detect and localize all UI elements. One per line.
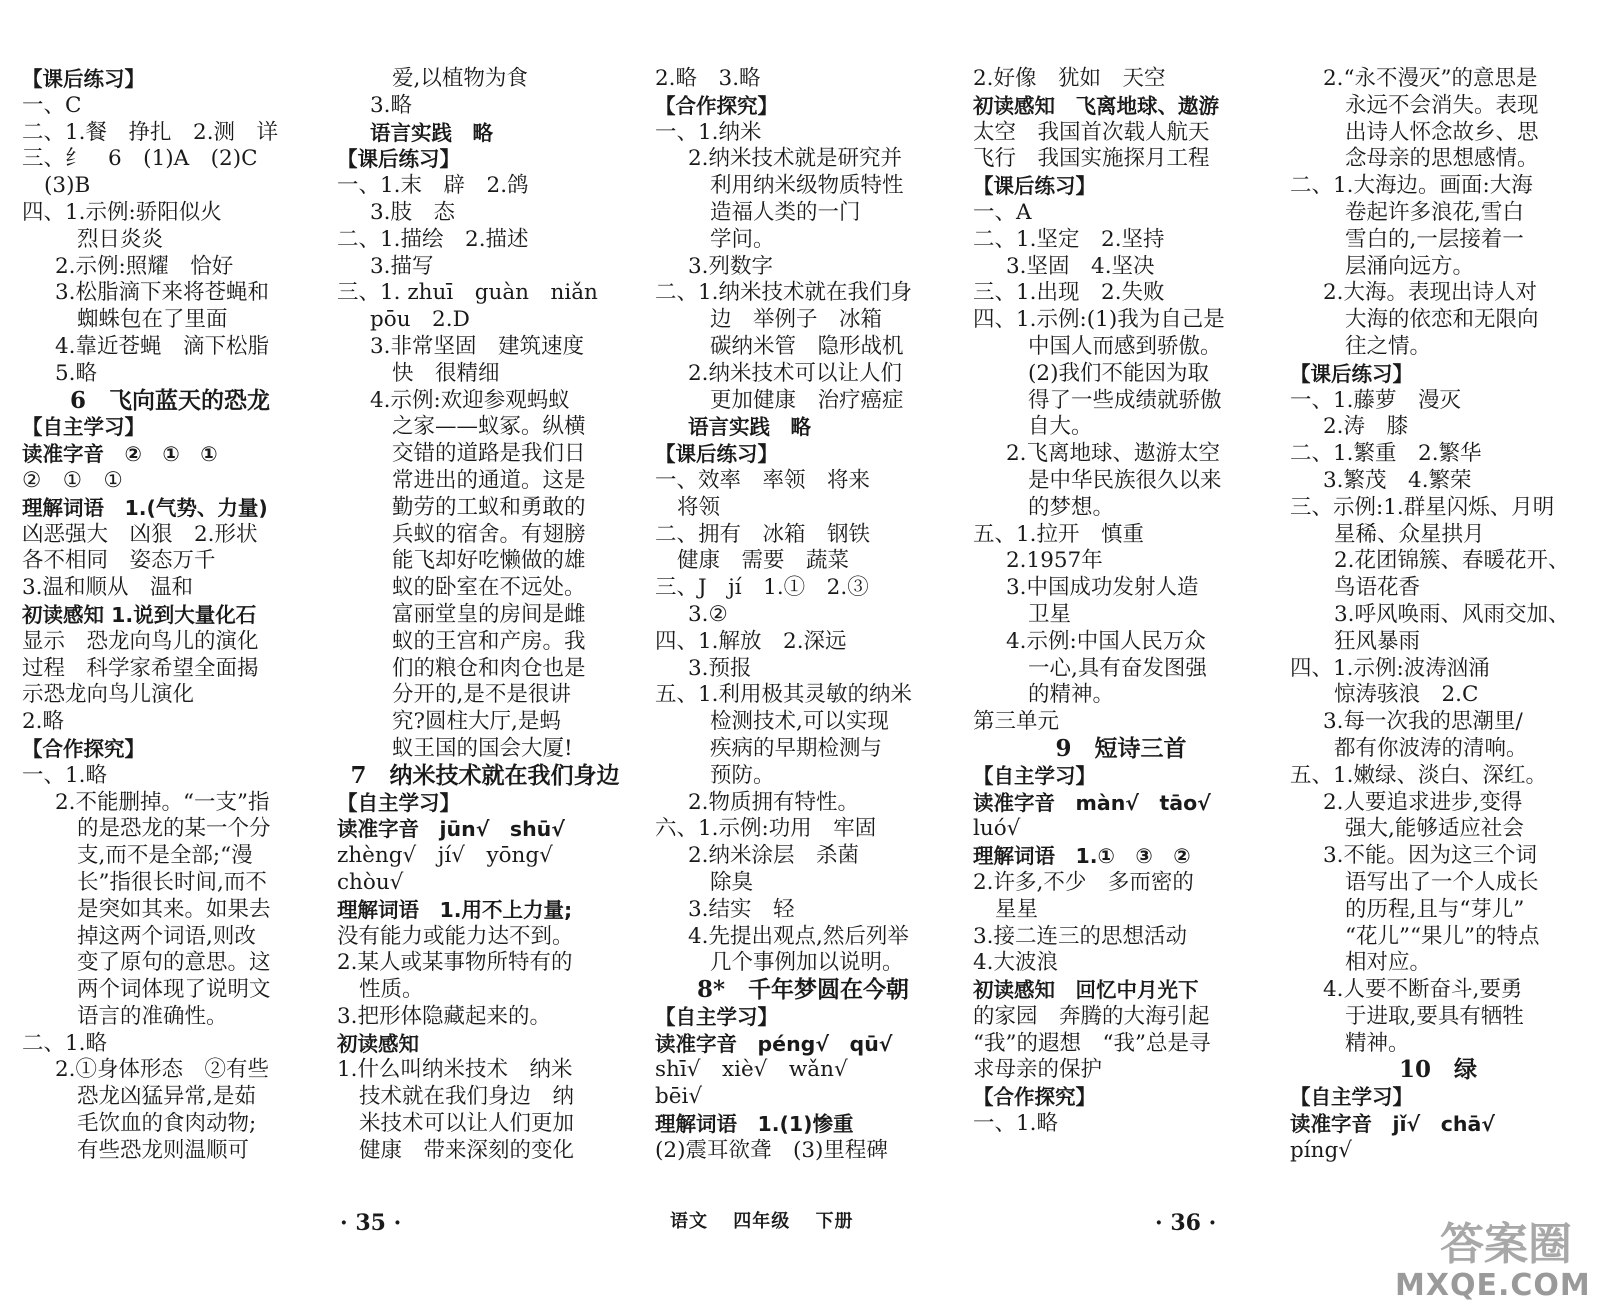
answer-line: 勤劳的工蚁和勇敢的 (392, 494, 586, 520)
answer-line: 初读感知 回忆中月光下 (973, 978, 1199, 1003)
answer-line: 读准字音 jūn√ shū√ (337, 817, 565, 842)
section-label: 【自主学习】 (655, 1004, 778, 1029)
answer-line: 1.什么叫纳米技术 纳米 (337, 1057, 573, 1083)
answer-line: 3.列数字 (688, 253, 774, 279)
answer-line: 星稀、众星拱月 (1334, 521, 1485, 547)
answer-line: 五、1.拉开 慎重 (973, 521, 1145, 547)
answer-line: 变了原句的意思。这 (77, 950, 271, 976)
answer-line: 二、1.略 (22, 1030, 108, 1056)
section-heading: 7 纳米技术就在我们身边 (350, 761, 620, 789)
answer-line: 初读感知 飞离地球、遨游 (973, 93, 1219, 118)
section-label: 【自主学习】 (973, 763, 1096, 788)
answer-line: 毛饮血的食肉动物; (77, 1111, 257, 1137)
answer-line: 卷起许多浪花,雪白 (1345, 199, 1524, 225)
answer-line: 一、A (973, 199, 1032, 225)
answer-line: 蜘蛛包在了里面 (77, 307, 228, 333)
answer-column-4 (973, 66, 1269, 1206)
answer-line: 蚁的卧室在不远处。 (392, 575, 586, 601)
answer-line: 初读感知 (337, 1031, 419, 1056)
answer-line: 太空 我国首次载人航天 (973, 119, 1210, 145)
section-label: 【课后练习】 (1290, 361, 1413, 386)
answer-line: 4.示例:中国人民万众 (1006, 628, 1206, 654)
answer-line: 一、C (22, 92, 82, 118)
answer-line: 技术就在我们身边 纳 (359, 1084, 575, 1110)
answer-line: 永远不会消失。表现 (1345, 92, 1539, 118)
answer-line: 掉这两个词语,则改 (77, 923, 256, 949)
answer-line: 语写出了一个人成长 (1345, 869, 1539, 895)
answer-line: 于进取,要具有牺牲 (1345, 1003, 1524, 1029)
answer-column-1 (22, 66, 318, 1206)
answer-line: 三、示例:1.群星闪烁、月明 (1290, 494, 1555, 520)
section-label: 【合作探究】 (22, 736, 145, 761)
answer-line: 二、1.大海边。画面:大海 (1290, 173, 1533, 199)
answer-line: 碳纳米管 隐形战机 (710, 333, 904, 359)
answer-line: 3.接二连三的思想活动 (973, 923, 1188, 949)
answer-line: 几个事例加以说明。 (710, 950, 904, 976)
answer-line: 学问。 (710, 226, 775, 252)
answer-line: 健康 需要 蔬菜 (677, 548, 850, 574)
section-label: 【课后练习】 (337, 147, 460, 172)
answer-line: 3.不能。因为这三个词 (1323, 843, 1538, 869)
section-label: 【自主学习】 (22, 415, 145, 440)
answer-line: 二、拥有 冰箱 钢铁 (655, 521, 871, 547)
answer-line: (2)震耳欲聋 (3)里程碑 (655, 1137, 888, 1163)
answer-line: 一、1.略 (22, 762, 108, 788)
answer-line: 造福人类的一门 (710, 199, 861, 225)
answer-line: 之家——蚁冢。纵横 (392, 414, 586, 440)
answer-line: 3.把形体隐藏起来的。 (337, 1003, 552, 1029)
answer-line: 二、1.繁重 2.繁华 (1290, 441, 1482, 467)
answer-line: 三、1.出现 2.失败 (973, 280, 1165, 306)
answer-line: 预防。 (710, 762, 775, 788)
answer-line: 富丽堂皇的房间是雌 (392, 601, 586, 627)
answer-line: 3.结实 轻 (688, 896, 795, 922)
answer-line: 3.略 (370, 92, 413, 118)
answer-line: 2.大海。表现出诗人对 (1323, 280, 1538, 306)
answer-line: 四、1.示例:骄阳似火 (22, 199, 222, 225)
answer-line: 的历程,且与“芽儿” (1345, 896, 1525, 922)
answer-line: “我”的遐想 “我”总是寻 (973, 1030, 1211, 1056)
answer-line: chòu√ (337, 869, 404, 895)
answer-line: 过程 科学家希望全面揭 (22, 655, 259, 681)
answer-line: 常进出的通道。这是 (392, 467, 586, 493)
answer-line: 理解词语 1.(气势、力量) (22, 495, 268, 520)
answer-line: 二、1.描绘 2.描述 (337, 226, 529, 252)
answer-line: 二、1.坚定 2.坚持 (973, 226, 1165, 252)
answer-line: 往之情。 (1345, 333, 1432, 359)
answer-line: 交错的道路是我们日 (392, 441, 586, 467)
answer-line: 飞行 我国实施探月工程 (973, 146, 1210, 172)
answer-line: 狂风暴雨 (1334, 628, 1421, 654)
answer-line: 三、1. zhuī guàn niǎn (337, 280, 598, 306)
answer-line: 利用纳米级物质特性 (710, 173, 904, 199)
answer-line: 三、纟 6 (1)A (2)C (22, 146, 258, 172)
answer-line: 米技术可以让人们更加 (359, 1111, 575, 1137)
answer-line: 疾病的早期检测与 (710, 735, 883, 761)
page-number-left: · 35 · (340, 1210, 402, 1236)
answer-line: 念母亲的思想感情。 (1345, 146, 1539, 172)
answer-line: 兵蚁的宿舍。有翅膀 (392, 521, 586, 547)
answer-line: zhèng√ jí√ yōng√ (337, 843, 553, 869)
answer-line: 2.人要追求进步,变得 (1323, 789, 1523, 815)
answer-line: 强大,能够适应社会 (1345, 816, 1524, 842)
answer-line: 2.示例:照耀 恰好 (55, 253, 234, 279)
answer-line: 都有你波涛的清响。 (1334, 735, 1528, 761)
answer-line: 2.纳米技术就是研究并 (688, 146, 903, 172)
section-label: 【课后练习】 (973, 174, 1096, 199)
answer-line: 3.温和顺从 温和 (22, 575, 194, 601)
section-label: 【自主学习】 (1290, 1085, 1413, 1110)
answer-line: bēi√ (655, 1084, 703, 1110)
answer-line: 四、1.解放 2.深远 (655, 628, 847, 654)
watermark-url: MXQE.COM (1395, 1268, 1591, 1303)
answer-column-3 (655, 66, 951, 1206)
answer-line: 检测技术,可以实现 (710, 709, 889, 735)
section-heading: 6 飞向蓝天的恐龙 (69, 386, 270, 414)
answer-line: 除臭 (710, 869, 754, 895)
section-label: 【合作探究】 (655, 93, 778, 118)
answer-line: 2.“永不漫灭”的意思是 (1323, 66, 1538, 91)
answer-line: 分开的,是不是很讲 (392, 682, 571, 708)
answer-line: 性质。 (359, 977, 424, 1003)
answer-line: 一、1.末 辟 2.鸽 (337, 173, 529, 199)
watermark-title: 答案圈 (1440, 1219, 1572, 1270)
section-heading: 10 绿 (1398, 1056, 1477, 1084)
answer-line: 2.略 (22, 709, 65, 735)
answer-line: 2.纳米技术可以让人们 (688, 360, 903, 386)
answer-line: luó√ (973, 816, 1021, 842)
section-heading: 9 短诗三首 (1055, 734, 1187, 762)
answer-line: 读准字音 jǐ√ chā√ (1290, 1112, 1495, 1137)
answer-line: 的梦想。 (1028, 494, 1115, 520)
answer-column-2 (337, 66, 633, 1206)
answer-line: 4.先提出观点,然后列举 (688, 923, 909, 949)
answer-line: 一、1.略 (973, 1111, 1059, 1137)
answer-line: 爱,以植物为食 (392, 66, 528, 91)
answer-line: 2.略 3.略 (655, 66, 761, 91)
answer-line: 3.每一次我的思潮里/ (1323, 709, 1523, 735)
answer-line: 读准字音 ② ① ① (22, 442, 218, 467)
answer-line: 一、1.纳米 (655, 119, 762, 145)
answer-line: 更加健康 治疗癌症 (710, 387, 904, 413)
book-footer (670, 1207, 872, 1233)
answer-line: 自大。 (1028, 414, 1093, 440)
page-number-right: · 36 · (1155, 1210, 1217, 1236)
answer-line: “花儿”“果儿”的特点 (1345, 923, 1540, 949)
answer-line: 2.花团锦簇、春暖花开、 (1334, 548, 1570, 574)
section-label: 【合作探究】 (973, 1085, 1096, 1110)
answer-line: 一、1.藤萝 漫灭 (1290, 387, 1462, 413)
answer-line: 出诗人怀念故乡、思 (1345, 119, 1539, 145)
answer-line: 精神。 (1345, 1030, 1410, 1056)
answer-line: 四、1.示例:(1)我为自己是 (973, 307, 1225, 333)
answer-line: 的是恐龙的某一个分 (77, 816, 271, 842)
answer-line: 三、J jí 1.① 2.③ (655, 575, 869, 601)
answer-line: 蚁王国的国会大厦! (392, 735, 573, 761)
answer-line: pōu 2.D (370, 307, 470, 333)
answer-line: 得了一些成绩就骄傲 (1028, 387, 1222, 413)
answer-line: 五、1.嫩绿、淡白、深红。 (1290, 762, 1548, 788)
answer-line: 语言的准确性。 (77, 1003, 228, 1029)
answer-line: 3.② (688, 601, 728, 627)
answer-line: 鸟语花香 (1334, 575, 1421, 601)
answer-line: shī√ xiè√ wǎn√ (655, 1057, 848, 1083)
answer-line: 是中华民族很久以来 (1028, 467, 1222, 493)
footer-subject: 语文 (670, 1211, 708, 1232)
answer-line: 蚁的王宫和产房。我 (392, 628, 586, 654)
answer-line: 层涌向远方。 (1345, 253, 1475, 279)
answer-line: 第三单元 (973, 709, 1060, 735)
answer-line: 一心,具有奋发图强 (1028, 655, 1207, 681)
answer-line: 2.物质拥有特性。 (688, 789, 860, 815)
answer-line: 显示 恐龙向鸟儿的演化 (22, 628, 259, 654)
answer-line: 3.坚固 4.坚决 (1006, 253, 1155, 279)
answer-line: 理解词语 1.① ③ ② (973, 844, 1191, 869)
answer-line: 的精神。 (1028, 682, 1115, 708)
answer-line: 凶恶强大 凶狠 2.形状 (22, 521, 258, 547)
footer-volume: 下册 (815, 1211, 854, 1232)
answer-line: 有些恐龙则温顺可 (77, 1137, 250, 1163)
answer-line: 语言实践 略 (370, 120, 493, 145)
answer-line: 五、1.利用极其灵敏的纳米 (655, 682, 913, 708)
answer-line: 将领 (677, 494, 721, 520)
answer-line: 边 举例子 冰箱 (710, 307, 883, 333)
section-label: 【课后练习】 (22, 67, 145, 91)
answer-line: 快 很精细 (392, 360, 500, 386)
answer-line: 长”指很长时间,而不 (77, 869, 267, 895)
answer-line: 3.繁茂 4.繁荣 (1323, 467, 1472, 493)
answer-line: 读准字音 màn√ tāo√ (973, 790, 1211, 815)
section-label: 【课后练习】 (655, 442, 778, 467)
answer-line: 求母亲的保护 (973, 1057, 1103, 1083)
answer-line: 3.肢 态 (370, 199, 456, 225)
answer-line: 六、1.示例:功用 牢固 (655, 816, 877, 842)
answer-line: 各不相同 姿态万千 (22, 548, 216, 574)
answer-line: 2.许多,不少 多而密的 (973, 869, 1194, 895)
answer-line: 两个词体现了说明文 (77, 977, 271, 1003)
answer-line: 究?圆柱大厅,是蚂 (392, 709, 561, 735)
answer-line: 的家园 奔腾的大海引起 (973, 1003, 1210, 1029)
answer-line: 3.描写 (370, 253, 434, 279)
answer-line: 没有能力或能力达不到。 (337, 923, 574, 949)
answer-line: 二、1.餐 挣扎 2.测 详 (22, 119, 279, 145)
answer-line: 中国人而感到骄傲。 (1028, 333, 1222, 359)
answer-line: 3.非常坚固 建筑速度 (370, 333, 585, 359)
answer-line: 能飞却好吃懒做的雄 (392, 548, 586, 574)
answer-line: 惊涛骇浪 2.C (1334, 682, 1479, 708)
answer-line: 3.呼风唤雨、风雨交加、 (1334, 601, 1570, 627)
answer-line: 4.人要不断奋斗,要勇 (1323, 977, 1523, 1003)
footer-grade: 四年级 (733, 1211, 791, 1232)
answer-line: 4.大波浪 (973, 950, 1059, 976)
answer-line: 四、1.示例:波涛汹涌 (1290, 655, 1490, 681)
answer-line: 理解词语 1.用不上力量; (337, 897, 573, 922)
answer-line: 3.预报 (688, 655, 752, 681)
answer-line: 3.松脂滴下来将苍蝇和 (55, 280, 270, 306)
answer-line: (3)B (44, 173, 91, 199)
section-heading: 8* 千年梦圆在今朝 (696, 976, 910, 1004)
answer-line: 5.略 (55, 360, 98, 386)
answer-line: 2.涛 膝 (1323, 414, 1409, 440)
answer-line: 4.示例:欢迎参观蚂蚁 (370, 387, 570, 413)
answer-line: 2.好像 犹如 天空 (973, 66, 1166, 91)
answer-column-5 (1290, 66, 1586, 1206)
answer-line: (2)我们不能因为取 (1028, 360, 1209, 386)
answer-line: 2.飞离地球、遨游太空 (1006, 441, 1221, 467)
answer-line: 2.1957年 (1006, 548, 1103, 574)
answer-line: 3.中国成功发射人造 (1006, 575, 1199, 601)
answer-line: 相对应。 (1345, 950, 1432, 976)
answer-line: ② ① ① (22, 467, 123, 493)
answer-line: 语言实践 略 (688, 415, 811, 440)
answer-line: 4.靠近苍蝇 滴下松脂 (55, 333, 270, 359)
answer-line: 卫星 (1028, 601, 1072, 627)
answer-line: 健康 带来深刻的变化 (359, 1137, 575, 1163)
answer-line: 2.①身体形态 ②有些 (55, 1057, 270, 1083)
answer-line: 是突如其来。如果去 (77, 896, 271, 922)
answer-line: 烈日炎炎 (77, 226, 164, 252)
answer-line: 初读感知 1.说到大量化石 (22, 602, 257, 627)
answer-line: 支,而不是全部;“漫 (77, 843, 253, 869)
answer-line: 二、1.纳米技术就在我们身 (655, 280, 913, 306)
answer-line: 示恐龙向鸟儿演化 (22, 682, 195, 708)
answer-line: 2.某人或某事物所特有的 (337, 950, 573, 976)
answer-line: 2.纳米涂层 杀菌 (688, 843, 860, 869)
answer-line: 星星 (995, 896, 1039, 922)
answer-line: 2.不能删掉。“一支”指 (55, 789, 270, 815)
section-label: 【自主学习】 (337, 790, 460, 815)
answer-line: píng√ (1290, 1137, 1352, 1163)
answer-line: 理解词语 1.(1)惨重 (655, 1112, 854, 1137)
answer-line: 读准字音 péng√ qū√ (655, 1031, 893, 1056)
answer-line: 雪白的,一层接着一 (1345, 226, 1524, 252)
answer-line: 恐龙凶猛异常,是茹 (77, 1084, 256, 1110)
answer-line: 们的粮仓和肉仓也是 (392, 655, 586, 681)
answer-line: 一、效率 率领 将来 (655, 467, 871, 493)
answer-line: 大海的依恋和无限向 (1345, 307, 1539, 333)
